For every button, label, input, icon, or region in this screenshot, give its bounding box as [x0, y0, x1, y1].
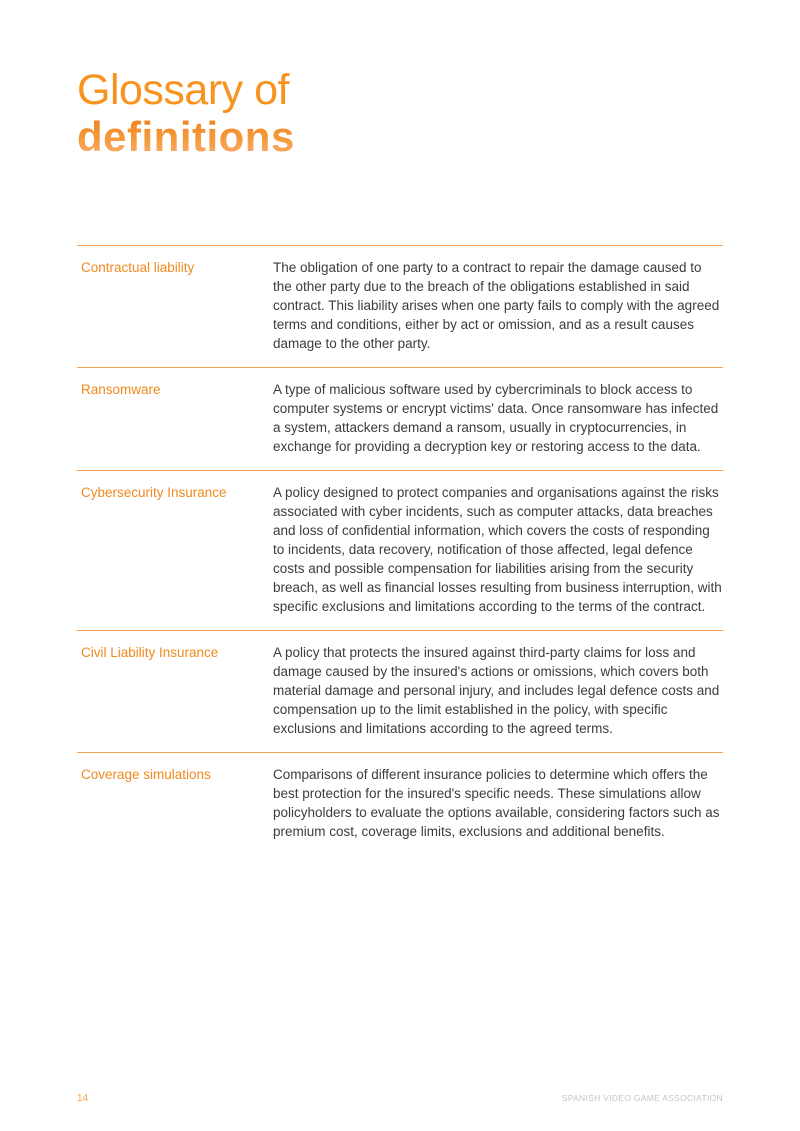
glossary-entry: [77, 367, 723, 470]
glossary-term: Coverage simulations: [81, 767, 211, 782]
glossary-term: Ransomware: [81, 382, 161, 397]
page-number: 14: [77, 1093, 89, 1104]
glossary-definition: The obligation of one party to a contract to repair the damage caused to the other party due to the breach of the obligations established in said contract. This liability arises when one party fails to comply with the agreed terms and conditions, either by act or omission, and as a result causes damage to the other party.: [273, 260, 720, 351]
glossary-entry: [77, 630, 723, 752]
title-line-2: definitions: [77, 113, 295, 160]
glossary-definition: A policy designed to protect companies and organisations against the risks associated with cyber incidents, such as computer attacks, data breaches and loss of confidential information, which covers the costs of responding to incidents, data recovery, notification of those affected, legal defence costs and possible compensation for liabilities arising from the security breach, as well as financial losses resulting from business interruption, with specific exclusions and limitations according to the terms of the contract.: [273, 485, 722, 614]
glossary-term: Cybersecurity Insurance: [81, 485, 227, 500]
page-title: [77, 66, 295, 160]
glossary-definition: A policy that protects the insured against third-party claims for loss and damage caused by the insured's actions or omissions, which covers both material damage and personal injury, and includes legal defence costs and compensation up to the limit established in the policy, with specific exclusions and limitations according to the agreed terms.: [273, 645, 720, 736]
glossary-entry: [77, 245, 723, 367]
glossary-entry: [77, 752, 723, 855]
glossary-term: Civil Liability Insurance: [81, 645, 219, 660]
glossary-term: Contractual liability: [81, 260, 195, 275]
glossary-entry: [77, 470, 723, 630]
glossary-list: [77, 245, 723, 855]
footer-organization: SPANISH VIDEO GAME ASSOCIATION: [561, 1093, 723, 1103]
glossary-definition: Comparisons of different insurance policies to determine which offers the best protection for the insured's specific needs. These simulations allow policyholders to evaluate the options available, considering factors such as premium cost, coverage limits, exclusions and additional benefits.: [273, 767, 720, 839]
glossary-definition: A type of malicious software used by cybercriminals to block access to computer systems or encrypt victims' data. Once ransomware has infected a system, attackers demand a ransom, usually in cryptocurrencies, in exchange for providing a decryption key or restoring access to the data.: [273, 382, 719, 454]
title-line-1: Glossary of: [77, 66, 289, 114]
